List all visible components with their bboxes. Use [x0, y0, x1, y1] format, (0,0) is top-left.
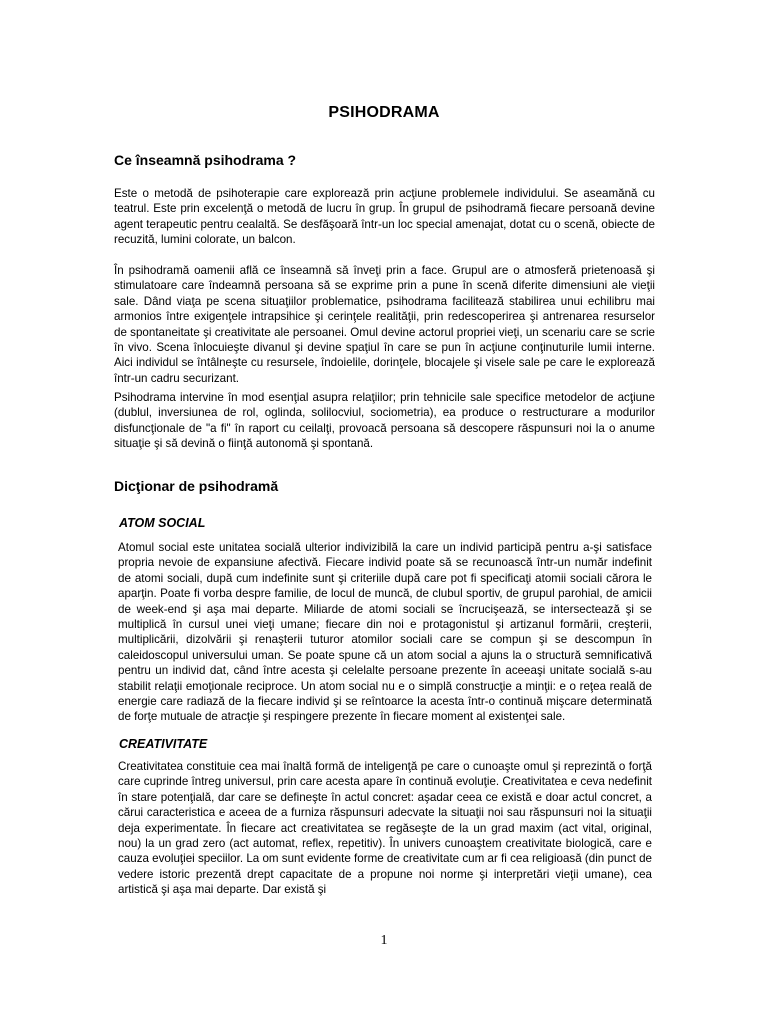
dictionary-term-creativitate: CREATIVITATE: [119, 737, 208, 751]
paragraph-relationships: Psihodrama intervine în mod esenţial asupra relaţiilor; prin tehnicile sale specifice metodelor de acţiune (dublul, inversiunea de rol, oglinda, solilocviul, sociometria), ea produce o restructurare a modurilor disfuncţionale de "a fi" în raport cu ceilalţi, provoacă persoana să descopere răspunsuri noi la o anume situaţie şi să devină o fiinţă autonomă şi spontană.: [114, 391, 655, 451]
paragraph-definition: Este o metodă de psihoterapie care explorează prin acţiune problemele individului. Se aseamănă cu teatrul. Este prin excelenţă o metodă de lucru în grup. În grupul de psihodramă fiecare persoană devine agent terapeutic pentru cealaltă. Se desfăşoară într-un loc special amenajat, dotat cu o scenă, obiecte de recuzită, lumini colorate, un balcon.: [114, 187, 655, 247]
dictionary-definition-atom-social: Atomul social este unitatea socială ulterior indivizibilă la care un individ participă pentru a-şi satisface propria nevoie de expansiune afectivă. Fiecare individ poate să se recunoască într-un număr indefinit de atomi sociali, după cum indefinite sunt şi criteriile după care pot fi specificaţi atomii sociali cărora le aparţin. Poate fi vorba despre familie, de locul de muncă, de clubul sportiv, de grupul parohial, de amicii de week-end şi aşa mai departe. Miliarde de atomi sociali se încrucişează, se intersectează şi se multiplică în cursul unei vieţi umane; fiecare din noi e protagonistul şi artizanul formării, creşterii, multiplicării, dizolvării şi renaşterii tuturor atomilor sociali care se compun şi se descompun în caleidoscopul universului uman. Se poate spune că un atom social a ajuns la o structură semnificativă pentru un individ dat, când între acesta şi celelalte persoane prezente în aceeaşi unitate socială s-au stabilit relaţii emoţionale reciproce. Un atom social nu e o simplă construcţie a minţii: e o reţea reală de energie care radiază de la fiecare individ şi se reîntoarce la acesta într-o continuă mişcare determinată de forţe mutuale de atracţie şi respingere prezente în fiecare moment al existenţei sale.: [118, 541, 652, 724]
page-number: 1: [380, 933, 388, 948]
section-heading-what-is-psychodrama: Ce înseamnă psihodrama ?: [114, 152, 297, 168]
paragraph-learning-by-doing: În psihodramă oamenii află ce înseamnă să înveţi prin a face. Grupul are o atmosferă prietenoasă şi stimulatoare care îndeamnă persoana să se exprime prin a pune în scenă diferite dimensiuni ale vieţii sale. Dând viaţa pe scena situaţiilor problematice, psihodrama facilitează stabilirea unui echilibru mai armonios între exigenţele intrapsihice şi cerinţele realităţii, prin redescoperirea şi antrenarea resurselor de spontaneitate şi creativitate ale persoanei. Omul devine actorul propriei vieţi, un scenariu care se scrie în vivo. Scena înlocuieşte divanul şi devine spaţiul în care se pun în acţiune conţinuturile lumii interne. Aici individul se întâlneşte cu resursele, îndoielile, dorinţele, blocajele şi visele sale pe care le explorează într-un cadru securizant.: [114, 264, 655, 385]
dictionary-definition-creativitate: Creativitatea constituie cea mai înaltă formă de inteligenţă pe care o cunoaşte omul şi reprezintă o forţă care cuprinde întreg universul, prin care acesta apare în continuă evoluţie. Creativitatea e ceva nedefinit în stare potenţială, dar care se defineşte în actul concret: aşadar ceea ce există e doar actul concret, a cărui caracteristica e aceea de a furniza răspunsuri adecvate la situaţii noi sau răspunsuri noi la situaţii deja experimentate. În fiecare act creativitatea se regăseşte de la un grad maxim (act vital, original, nou) la un grad zero (act automat, reflex, repetitiv). În univers cunoaştem creativitate biologică, care e cauza evoluţiei speciilor. La om sunt evidente forme de creativitate cum ar fi cea religioasă (din punct de vedere istoric prezentă drept capacitate de a propune noi norme şi interpretări vieţii umane), cea artistică şi aşa mai departe. Dar există şi: [118, 760, 652, 897]
section-heading-dictionary: Dicţionar de psihodramă: [114, 478, 279, 494]
dictionary-term-atom-social: ATOM SOCIAL: [119, 516, 206, 530]
document-title: PSIHODRAMA: [328, 104, 440, 121]
